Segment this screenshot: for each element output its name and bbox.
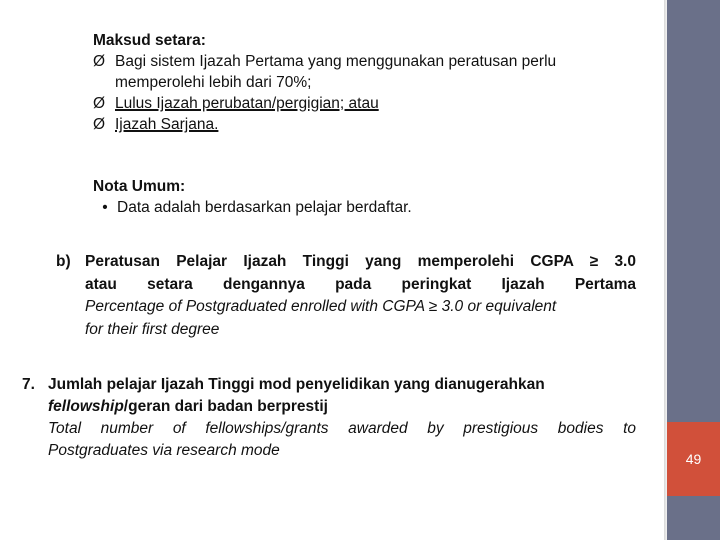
item-b-line: Peratusan Pelajar Ijazah Tinggi yang memperolehi CGPA ≥ 3.0: [85, 253, 636, 270]
list-item-text: Lulus Ijazah perubatan/pergigian; atau: [115, 95, 379, 112]
list-item-text: Data adalah berdasarkan pelajar berdaftar.: [117, 199, 412, 216]
list-item: [93, 197, 653, 218]
list-item-text: Ijazah Sarjana.: [115, 116, 219, 133]
list-item-text: Bagi sistem Ijazah Pertama yang menggunakan peratusan perlu: [115, 53, 557, 70]
page-number-badge: [667, 422, 720, 496]
list-item: [93, 93, 653, 114]
item-b-section: [56, 251, 636, 341]
list-item: [93, 114, 653, 135]
item-7-line-rest: /geran dari badan berprestij: [123, 398, 328, 415]
item-7-line: [48, 396, 642, 418]
item-7-section: [22, 374, 642, 462]
page-number: 49: [685, 451, 702, 467]
arrow-bullet-icon: Ø: [93, 95, 106, 112]
fellowship-word: fellowship: [48, 398, 124, 415]
item-7-marker: 7.: [22, 376, 35, 393]
item-b-marker: b): [56, 253, 71, 270]
list-item-continuation: memperolehi lebih dari 70%;: [115, 74, 312, 91]
dot-bullet-icon: •: [102, 199, 108, 216]
item-7-line: Total number of fellowships/grants awarded by prestigious bodies to: [48, 420, 636, 437]
arrow-bullet-icon: Ø: [93, 116, 106, 133]
equivalence-heading: Maksud setara:: [93, 32, 206, 49]
general-note-heading: Nota Umum:: [93, 178, 186, 195]
general-note-section: [93, 176, 653, 218]
item-7-line: Postgraduates via research mode: [48, 442, 280, 459]
item-b-line: atau setara dengannya pada peringkat Ijazah Pertama: [85, 275, 636, 293]
arrow-bullet-icon: Ø: [93, 53, 106, 70]
item-7-line: Jumlah pelajar Ijazah Tinggi mod penyelidikan yang dianugerahkan: [48, 376, 545, 393]
equivalence-section: [93, 30, 653, 135]
item-b-line: for their first degree: [85, 320, 220, 338]
list-item: [93, 51, 653, 72]
item-b-line: Percentage of Postgraduated enrolled with CGPA ≥ 3.0 or equivalent: [85, 298, 557, 315]
